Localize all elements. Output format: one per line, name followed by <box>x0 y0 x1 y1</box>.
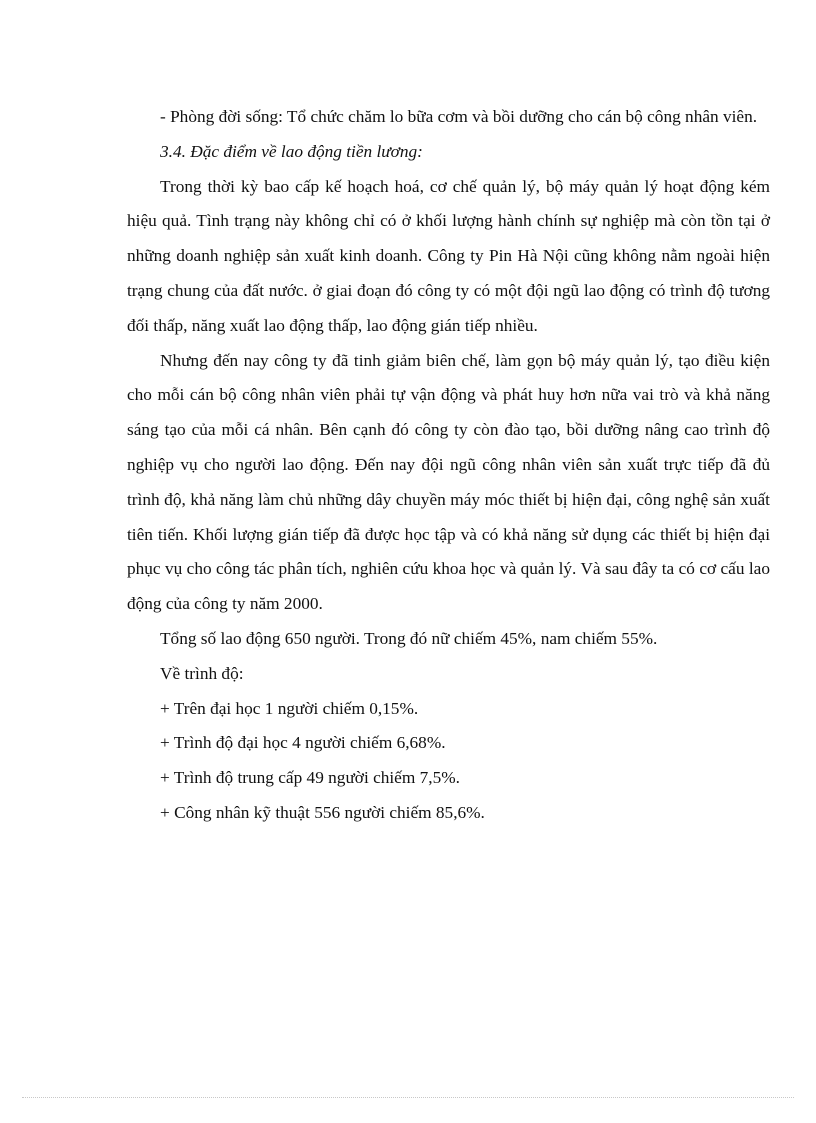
list-item: + Trình độ trung cấp 49 người chiếm 7,5%. <box>160 768 460 788</box>
qualification-heading: Về trình độ: <box>160 663 244 683</box>
list-item: + Trình độ đại học 4 người chiếm 6,68%. <box>160 733 446 753</box>
paragraph-tinh-giam: Nhưng đến nay công ty đã tinh giảm biên chế, làm gọn bộ máy quản lý, tạo điều kiện cho mỗi cán bộ công nhân viên phải tự vận động và phát huy hơn nữa vai trò và khả năng sáng tạo của mỗi cá nhân. Bên cạnh đó công ty còn đào tạo, bồi dưỡng nâng cao trình độ nghiệp vụ cho người lao động. Đến nay đội ngũ công nhân viên sản xuất trực tiếp đã đủ trình độ, khả năng làm chủ những dây chuyền máy móc thiết bị hiện đại, công nghệ sản xuất tiên tiến. Khối lượng gián tiếp đã được học tập và có khả năng sử dụng các thiết bị hiện đại phục vụ cho công tác phân tích, nghiên cứu khoa học và quản lý. Và sau đây ta có cơ cấu lao động của công ty năm 2000. <box>127 350 770 614</box>
section-heading: 3.4. Đặc điểm về lao động tiền lương: <box>160 141 423 161</box>
paragraph-phong-doi-song: - Phòng đời sống: Tổ chức chăm lo bữa cơm và bồi dưỡng cho cán bộ công nhân viên. <box>160 107 758 126</box>
total-workforce-line: Tổng số lao động 650 người. Trong đó nữ chiếm 45%, nam chiếm 55%. <box>160 628 658 648</box>
paragraph-bao-cap: Trong thời kỳ bao cấp kế hoạch hoá, cơ chế quản lý, bộ máy quản lý hoạt động kém hiệu quả. Tình trạng này không chỉ có ở khối lượng hành chính sự nghiệp mà còn tồn tại ở những doanh nghiệp sản xuất kinh doanh. Công ty Pin Hà Nội cũng không nằm ngoài hiện trạng chung của đất nước. ở giai đoạn đó công ty có một đội ngũ lao động có trình độ tương đối thấp, năng xuất lao động thấp, lao động gián tiếp nhiều. <box>127 176 770 335</box>
list-item: + Trên đại học 1 người chiếm 0,15%. <box>160 698 419 718</box>
document-body <box>127 100 770 831</box>
list-item: + Công nhân kỹ thuật 556 người chiếm 85,6%. <box>160 802 485 822</box>
page-bottom-divider <box>22 1097 794 1098</box>
